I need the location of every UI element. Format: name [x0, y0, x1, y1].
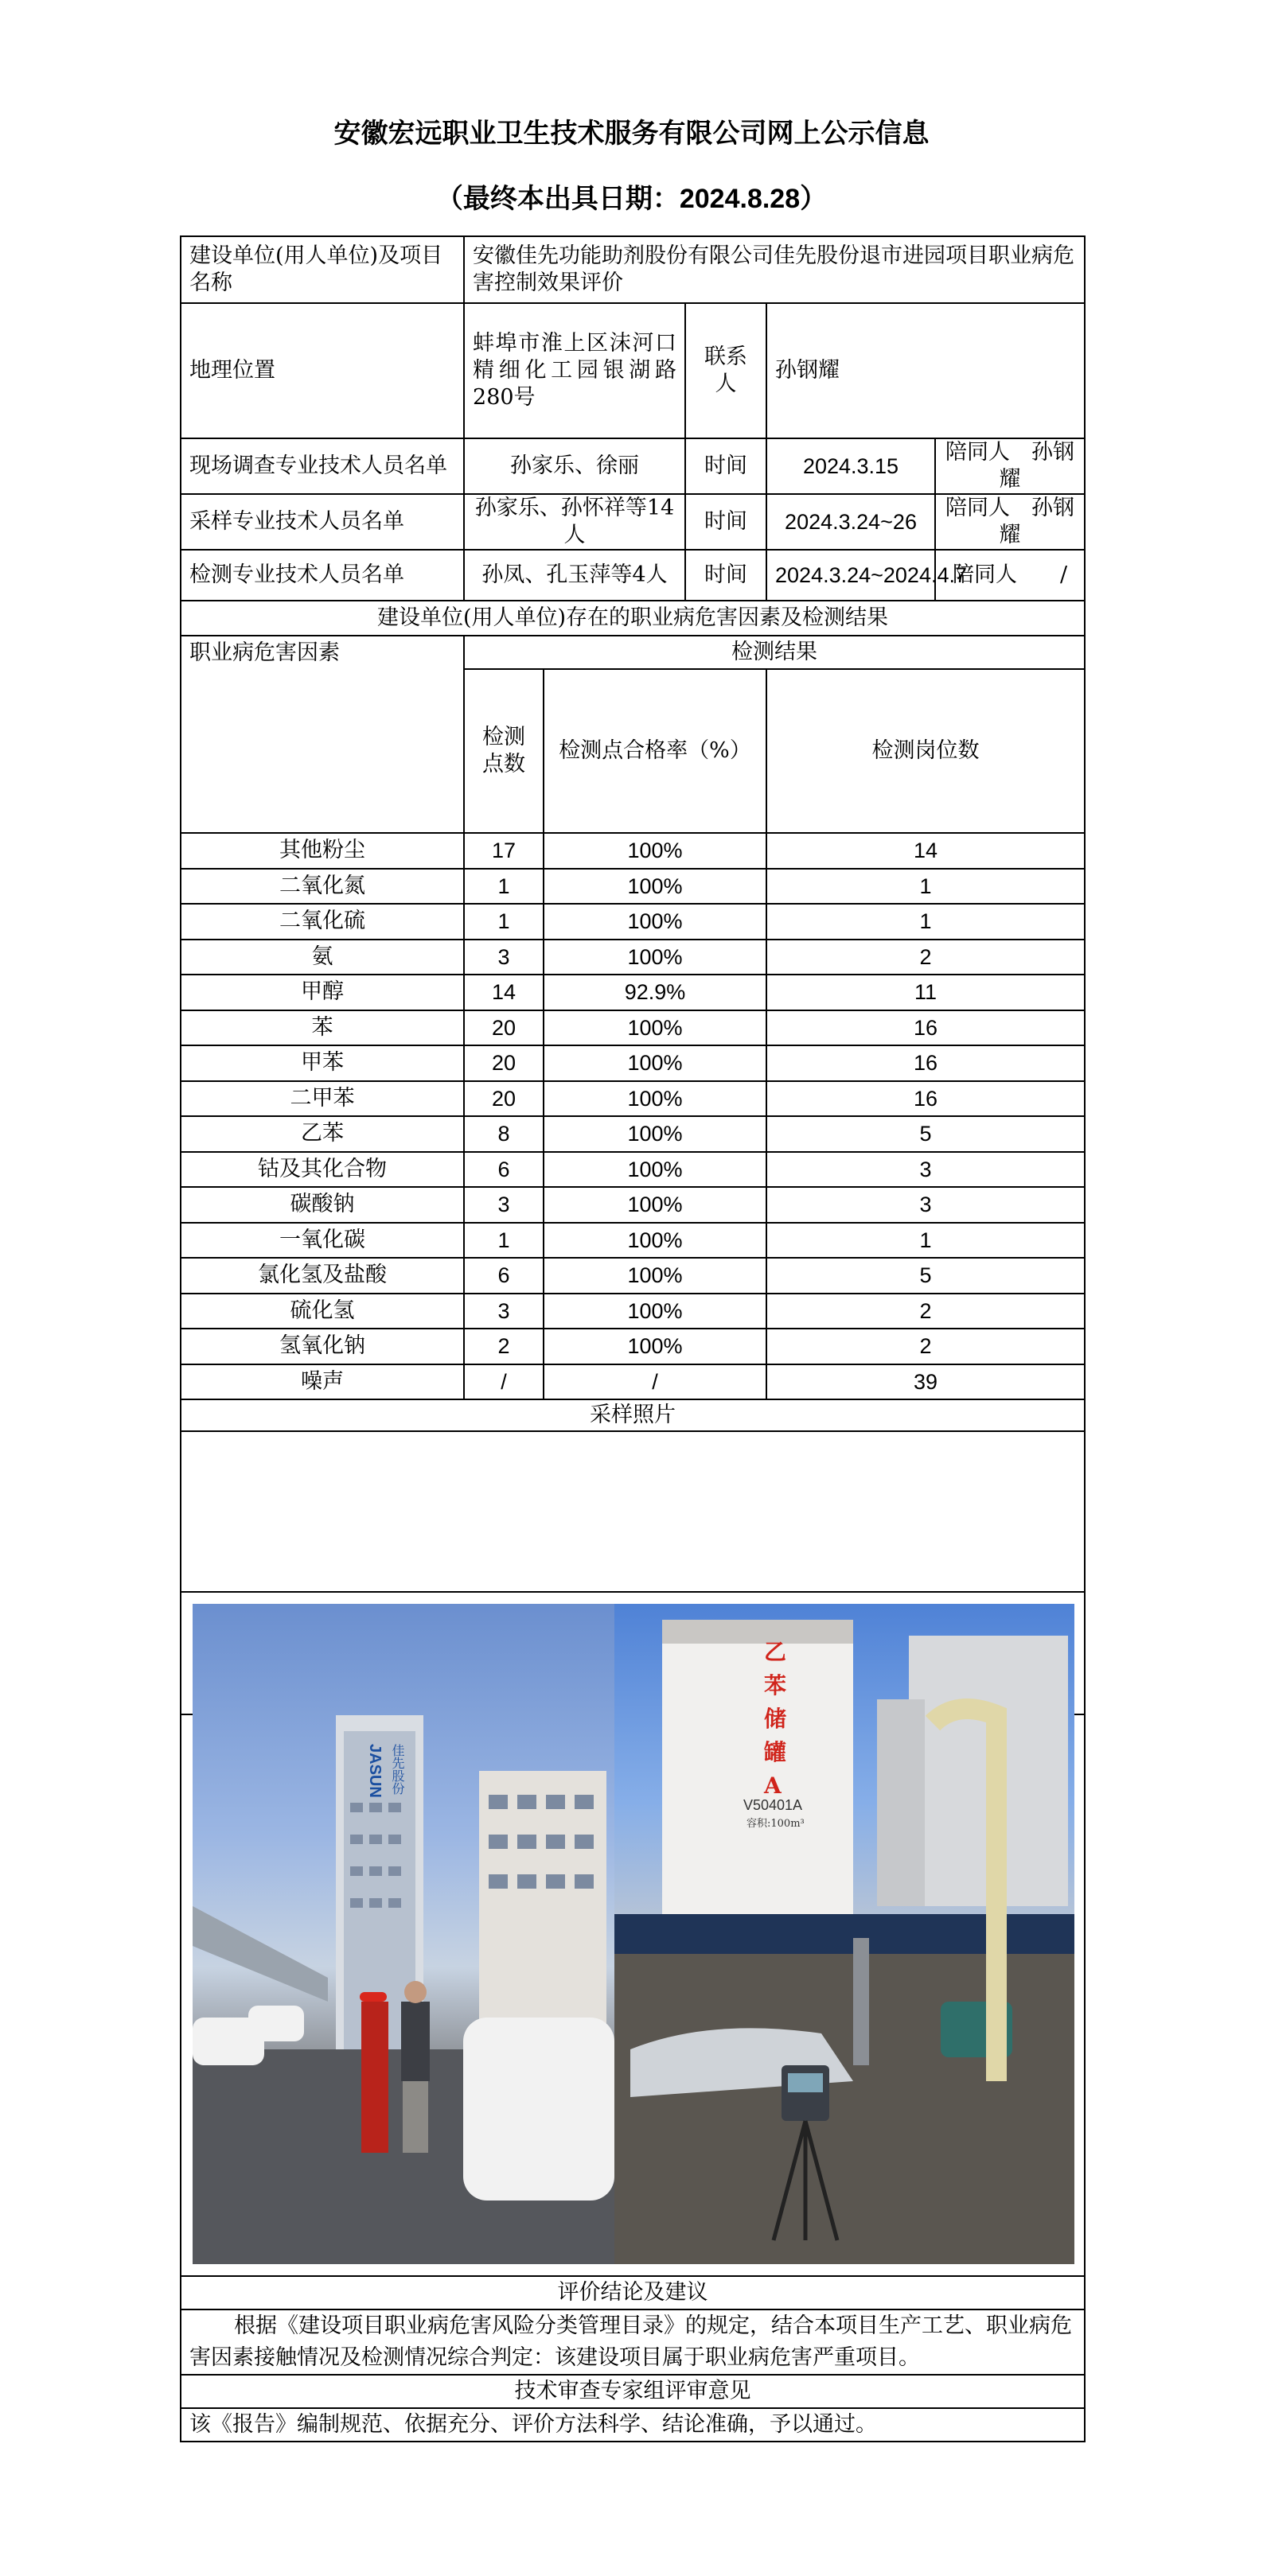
hazard-name: 二氧化硫: [181, 904, 464, 940]
hazard-points: 1: [464, 1223, 544, 1259]
sampling-acc-label: 陪同人: [945, 496, 1011, 520]
hazard-posts: 5: [766, 1116, 1085, 1152]
hazard-posts: 1: [766, 1223, 1085, 1259]
hazard-points: 14: [464, 975, 544, 1010]
survey-staff-label: 现场调查专业技术人员名单: [181, 438, 464, 494]
hazard-points: 20: [464, 1045, 544, 1081]
review-title: 技术审查专家组评审意见: [181, 2375, 1085, 2408]
issue-date: （最终本出具日期：2024.8.28）: [435, 184, 828, 214]
factor-header: 职业病危害因素: [181, 636, 464, 833]
hazard-row: [181, 1152, 1085, 1188]
unit-label: 建设单位(用人单位)及项目名称: [181, 236, 464, 303]
survey-staff-names: 孙家乐、徐丽: [464, 438, 685, 494]
hazard-name: 甲醇: [181, 975, 464, 1010]
hazard-point-rate: /: [544, 1364, 766, 1400]
hazard-row: [181, 1294, 1085, 1329]
survey-acc: [935, 438, 1085, 494]
hazard-row: [181, 1329, 1085, 1364]
hazard-points: 8: [464, 1116, 544, 1152]
testing-time: 2024.3.24~2024.4.7: [766, 550, 935, 601]
hazard-name: 氢氧化钠: [181, 1329, 464, 1364]
hazard-point-rate: 100%: [544, 1187, 766, 1223]
hazard-name: 乙苯: [181, 1116, 464, 1152]
hazard-row: [181, 904, 1085, 940]
hazard-posts: 3: [766, 1152, 1085, 1188]
hazard-points: 2: [464, 1329, 544, 1364]
hazard-row: [181, 975, 1085, 1010]
testing-staff-names: 孙凤、孔玉萍等4人: [464, 550, 685, 601]
hazard-posts: 3: [766, 1187, 1085, 1223]
photo-cell: [181, 1592, 1085, 2276]
testing-acc-name: /: [1059, 562, 1068, 587]
hazard-point-rate: 100%: [544, 1329, 766, 1364]
conclusion-text: 根据《建设项目职业病危害风险分类管理目录》的规定，结合本项目生产工艺、职业病危害因素接触情况及检测情况综合判定：该建设项目属于职业病危害严重项目。: [181, 2309, 1085, 2375]
hazard-posts: 16: [766, 1081, 1085, 1117]
hazard-row: [181, 1258, 1085, 1294]
hazard-point-rate: 100%: [544, 1294, 766, 1329]
review-text: 该《报告》编制规范、依据充分、评价方法科学、结论准确，予以通过。: [181, 2408, 1085, 2442]
building-sign-cn: 佳先股份: [390, 1744, 405, 1795]
sampling-photos: [193, 1604, 1074, 2264]
result-header: 检测结果: [464, 636, 1085, 669]
sampling-time: 2024.3.24~26: [766, 494, 935, 550]
hazard-posts: 16: [766, 1045, 1085, 1081]
site-photo-tank: [614, 1604, 1074, 2264]
survey-acc-name: 孙钢耀: [999, 440, 1075, 492]
photos-and-conclusion-table: [180, 1591, 1086, 2442]
hazard-point-rate: 100%: [544, 940, 766, 975]
hazard-name: 一氧化碳: [181, 1223, 464, 1259]
hazard-points: /: [464, 1364, 544, 1400]
hazard-row: [181, 833, 1085, 869]
hazard-point-rate: 100%: [544, 1116, 766, 1152]
site-photo-building: [193, 1604, 614, 2264]
sampling-acc: [935, 494, 1085, 550]
hazard-name: 氯化氢及盐酸: [181, 1258, 464, 1294]
hazard-rows: [181, 833, 1085, 1399]
hazard-points: 20: [464, 1010, 544, 1046]
hazard-row: [181, 1187, 1085, 1223]
hazard-posts: 2: [766, 1329, 1085, 1364]
hazard-posts: 2: [766, 940, 1085, 975]
hazard-points: 1: [464, 904, 544, 940]
hazard-points: 6: [464, 1152, 544, 1188]
hazard-points: 1: [464, 869, 544, 905]
hazard-name: 苯: [181, 1010, 464, 1046]
hazard-point-rate: 100%: [544, 1223, 766, 1259]
hazard-row: [181, 1081, 1085, 1117]
sampling-time-label: 时间: [685, 494, 766, 550]
col-point-rate: 检测点合格率（%）: [544, 669, 766, 833]
hazard-row: [181, 869, 1085, 905]
hazard-points: 20: [464, 1081, 544, 1117]
hazard-posts: 2: [766, 1294, 1085, 1329]
hazard-point-rate: 100%: [544, 1258, 766, 1294]
sampling-staff-label: 采样专业技术人员名单: [181, 494, 464, 550]
hazard-name: 氨: [181, 940, 464, 975]
hazard-points: 3: [464, 1294, 544, 1329]
hazard-points: 3: [464, 940, 544, 975]
testing-acc-label: 陪同人: [952, 562, 1017, 587]
building-sign: JASUN: [366, 1744, 384, 1798]
hazard-points: 6: [464, 1258, 544, 1294]
hazard-point-rate: 100%: [544, 833, 766, 869]
hazard-name: 二甲苯: [181, 1081, 464, 1117]
hazard-posts: 1: [766, 869, 1085, 905]
page-title: 安徽宏远职业卫生技术服务有限公司网上公示信息: [333, 119, 930, 149]
col-points: 检测点数: [464, 669, 544, 833]
conclusion-title: 评价结论及建议: [181, 2276, 1085, 2309]
building-scene: [193, 1604, 614, 2264]
hazard-name: 其他粉尘: [181, 833, 464, 869]
testing-time-label: 时间: [685, 550, 766, 601]
photos-section-title: 采样照片: [181, 1399, 1085, 1431]
hazard-row: [181, 940, 1085, 975]
hazard-posts: 16: [766, 1010, 1085, 1046]
hazard-row: [181, 1223, 1085, 1259]
hazard-point-rate: 100%: [544, 1045, 766, 1081]
hazard-points: 3: [464, 1187, 544, 1223]
sampling-acc-name: 孙钢耀: [999, 496, 1075, 547]
hazard-name: 噪声: [181, 1364, 464, 1400]
hazard-name: 硫化氢: [181, 1294, 464, 1329]
hazard-name: 二氧化氮: [181, 869, 464, 905]
hazard-name: 钴及其化合物: [181, 1152, 464, 1188]
testing-acc: [935, 550, 1085, 601]
survey-acc-label: 陪同人: [945, 440, 1011, 465]
tank-label: 乙苯储罐A: [764, 1639, 787, 1799]
hazard-points: 17: [464, 833, 544, 869]
sampling-staff-names: 孙家乐、孙怀祥等14人: [464, 494, 685, 550]
location-value: 蚌埠市淮上区沫河口精细化工园银湖路280号: [464, 303, 685, 438]
info-table: [180, 235, 1086, 1715]
tank-code: V50401A: [743, 1797, 803, 1813]
hazard-posts: 1: [766, 904, 1085, 940]
hazard-row: [181, 1116, 1085, 1152]
hazard-row: [181, 1010, 1085, 1046]
contact-label: 联系人: [685, 303, 766, 438]
hazard-point-rate: 100%: [544, 1152, 766, 1188]
unit-value: 安徽佳先功能助剂股份有限公司佳先股份退市进园项目职业病危害控制效果评价: [464, 236, 1085, 303]
hazard-posts: 11: [766, 975, 1085, 1010]
hazard-point-rate: 92.9%: [544, 975, 766, 1010]
hazard-posts: 14: [766, 833, 1085, 869]
tank-volume: 容积:100m³: [746, 1818, 805, 1830]
testing-staff-label: 检测专业技术人员名单: [181, 550, 464, 601]
hazard-point-rate: 100%: [544, 904, 766, 940]
hazard-point-rate: 100%: [544, 1081, 766, 1117]
hazard-row: [181, 1364, 1085, 1400]
survey-time-label: 时间: [685, 438, 766, 494]
hazard-point-rate: 100%: [544, 869, 766, 905]
col-posts: 检测岗位数: [766, 669, 1085, 833]
hazards-section-title: 建设单位(用人单位)存在的职业病危害因素及检测结果: [181, 601, 1085, 636]
hazard-posts: 39: [766, 1364, 1085, 1400]
survey-time: 2024.3.15: [766, 438, 935, 494]
hazard-name: 甲苯: [181, 1045, 464, 1081]
location-label: 地理位置: [181, 303, 464, 438]
hazard-point-rate: 100%: [544, 1010, 766, 1046]
hazard-name: 碳酸钠: [181, 1187, 464, 1223]
contact-value: 孙钢耀: [766, 303, 1085, 438]
hazard-posts: 5: [766, 1258, 1085, 1294]
tank-scene: [614, 1604, 1074, 2264]
hazard-row: [181, 1045, 1085, 1081]
